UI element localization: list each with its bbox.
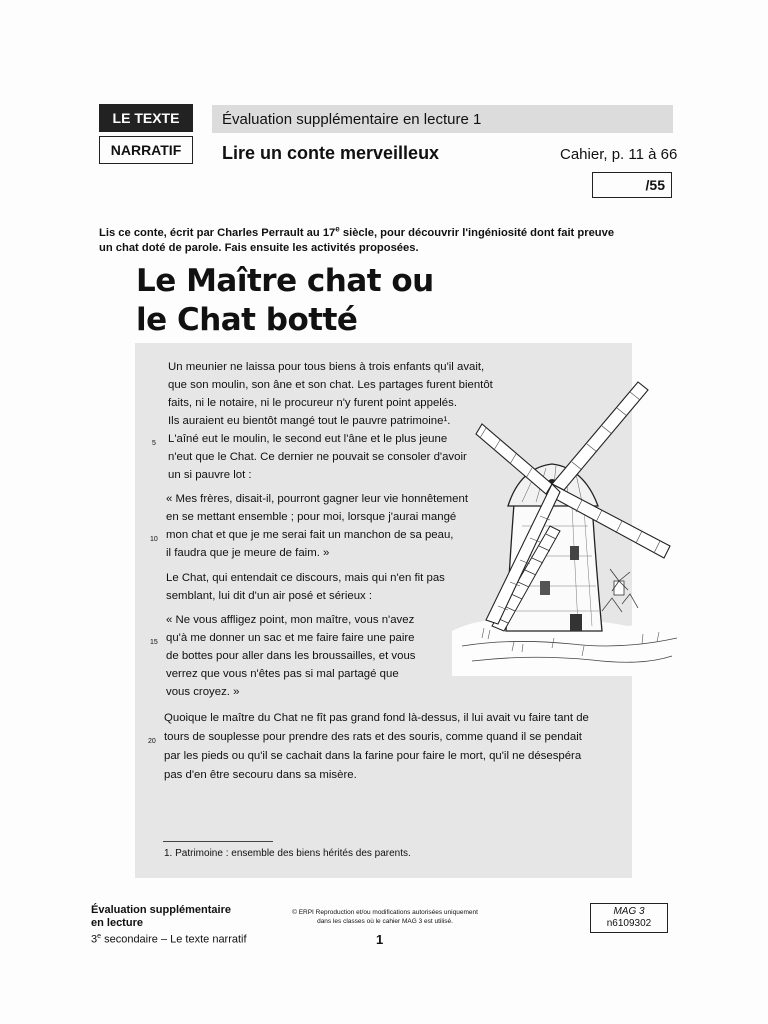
- line-number: 5: [152, 440, 156, 447]
- line-number: 10: [150, 536, 158, 543]
- product-name: MAG 3: [613, 906, 645, 917]
- product-code: n6109302: [606, 918, 652, 929]
- story-line: en se mettant ensemble ; pour moi, lorsque j'aurai mangé: [166, 511, 457, 523]
- footer-line3: 3e secondaire – Le texte narratif: [91, 933, 247, 946]
- story-line: Un meunier ne laissa pour tous biens à trois enfants qu'il avait,: [168, 361, 485, 373]
- story-line: Le Chat, qui entendait ce discours, mais qui n'en fit pas: [166, 572, 445, 584]
- story-line: verrez que vous n'êtes pas si mal partagé que: [166, 668, 399, 680]
- footer-line2: en lecture: [91, 917, 143, 929]
- instructions-line: [99, 221, 669, 241]
- footnote-divider: [163, 841, 273, 842]
- footer-line1: Évaluation supplémentaire: [91, 904, 231, 916]
- story-line: par les pieds ou qu'il se cachait dans la farine pour faire le mort, qu'il ne désespéra: [164, 750, 582, 762]
- story-line: tours de souplesse pour prendre des rats et des souris, comme quand il se pendait: [164, 731, 582, 743]
- workbook-pages: Cahier, p. 11 à 66: [560, 146, 678, 163]
- story-line: il faudra que je meure de faim. »: [166, 547, 330, 559]
- story-line: de bottes pour aller dans les broussailles, et vous: [166, 650, 416, 662]
- evaluation-subtitle: Évaluation supplémentaire en lecture 1: [212, 105, 673, 133]
- story-line: Quoique le maître du Chat ne fît pas grand fond là-dessus, il lui avait vu faire tant de: [164, 712, 589, 724]
- story-line: semblant, lui dit d'un air posé et sérieux :: [166, 590, 373, 602]
- line-number: 20: [148, 738, 156, 745]
- story-line: qu'à me donner un sac et me faire faire une paire: [166, 632, 415, 644]
- story-title-line1: Le Maître chat ou: [136, 263, 434, 299]
- story-line: « Ne vous affligez point, mon maître, vous n'avez: [166, 614, 415, 626]
- footer-evaluation-info: [91, 904, 247, 947]
- line-number: 15: [150, 639, 158, 646]
- story-line: mon chat et que je me serai fait un manchon de sa peau,: [166, 529, 454, 541]
- instructions: [99, 221, 669, 256]
- story-line: L'aîné eut le moulin, le second eut l'âne et le plus jeune: [168, 433, 448, 445]
- story-line: n'eut que le Chat. Ce dernier ne pouvait se consoler d'avoir: [168, 451, 467, 463]
- section-tag-sublabel: NARRATIF: [99, 136, 193, 164]
- story-line: pas d'en être secouru dans sa misère.: [164, 769, 357, 781]
- footnote: 1. Patrimoine : ensemble des biens hérités des parents.: [164, 848, 411, 859]
- story-title: [136, 262, 434, 340]
- story-line: que son moulin, son âne et son chat. Les partages furent bientôt: [168, 379, 493, 391]
- story-line: Ils auraient eu bientôt mangé tout le pauvre patrimoine¹.: [168, 415, 451, 427]
- score-total: /55: [645, 177, 665, 193]
- instructions-line1: Lis ce conte, écrit par Charles Perrault au 17e siècle, pour découvrir l'ingéniosité dont fait preuve: [99, 224, 615, 239]
- product-code-box: [590, 903, 668, 933]
- windmill-illustration-icon: [452, 376, 682, 681]
- copyright-line2: dans les classes où le cahier MAG 3 est utilisé.: [317, 918, 453, 925]
- score-box: [592, 172, 672, 198]
- page-title: Lire un conte merveilleux: [222, 143, 440, 163]
- story-line: un si pauvre lot :: [168, 469, 252, 481]
- copyright-line1: © ERPI Reproduction et/ou modifications autorisées uniquement: [292, 909, 478, 916]
- story-title-line2: le Chat botté: [136, 302, 358, 338]
- section-tag-label: LE TEXTE: [99, 104, 193, 132]
- story-line: « Mes frères, disait-il, pourront gagner leur vie honnêtement: [166, 493, 469, 505]
- instructions-line: un chat doté de parole. Fais ensuite les activités proposées.: [99, 241, 419, 254]
- page-number: 1: [376, 932, 384, 947]
- story-line: vous croyez. »: [166, 686, 240, 698]
- copyright-notice: [250, 908, 520, 926]
- story-line: faits, ni le notaire, ni le procureur n'y furent point appelés.: [168, 397, 458, 409]
